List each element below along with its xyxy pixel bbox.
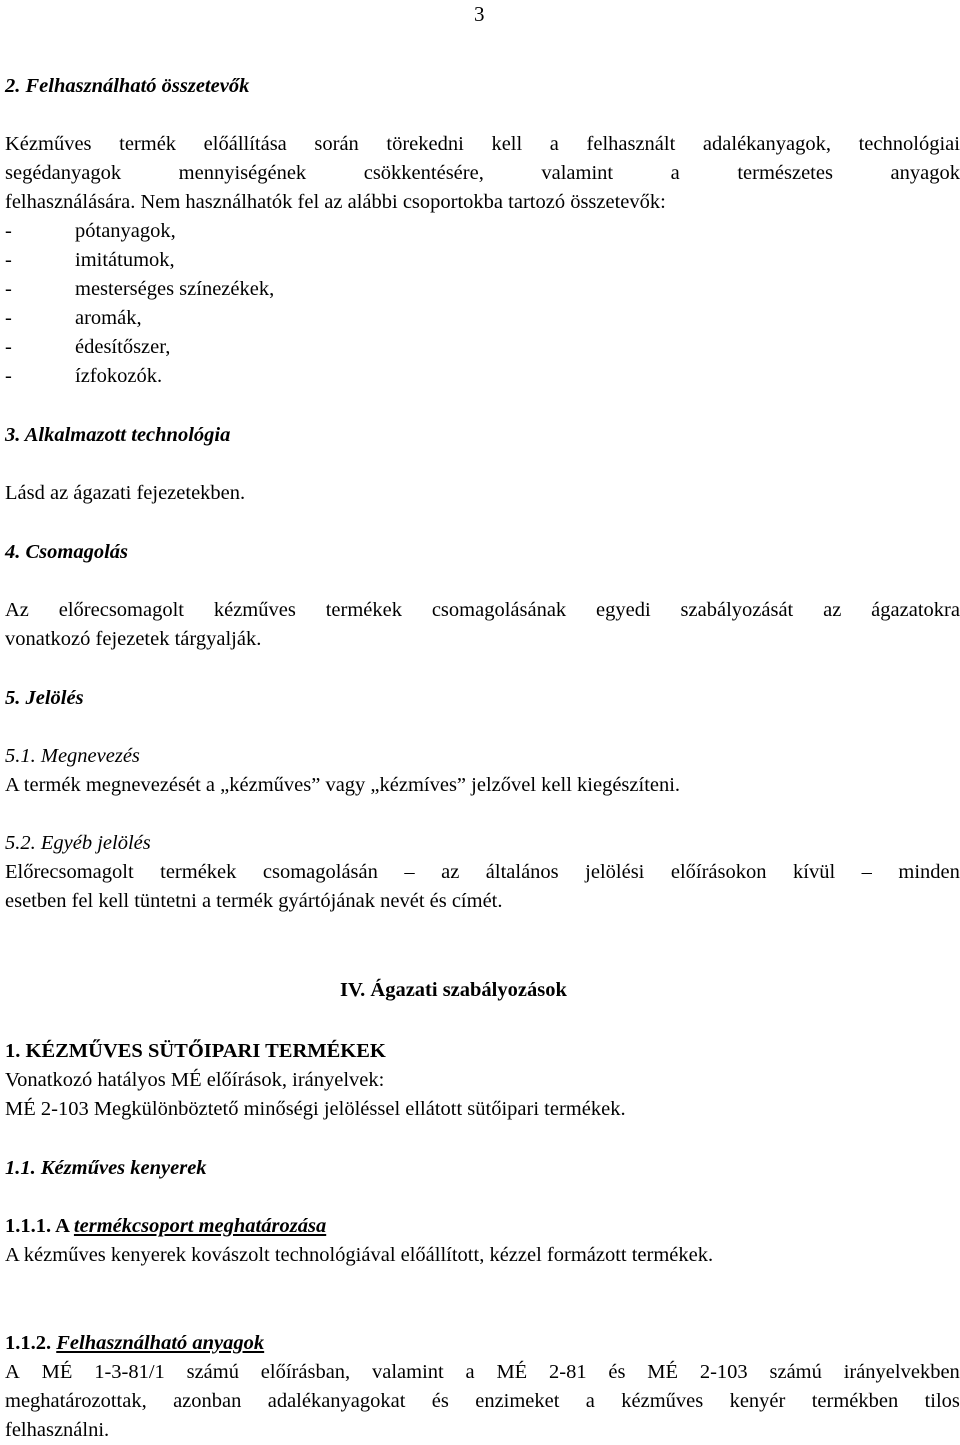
usable-materials-title: Felhasználható anyagok	[56, 1332, 265, 1354]
section-2-para-line-2: segédanyagok mennyiségének csökkentésére, valamint a természetes anyagok	[5, 162, 960, 184]
section-4-heading: 4. Csomagolás	[5, 541, 129, 563]
list-item: - ízfokozók.	[5, 365, 163, 387]
list-item-text: édesítőszer,	[75, 336, 171, 358]
list-item-text: pótanyagok,	[75, 220, 176, 242]
list-item: - pótanyagok,	[5, 220, 176, 242]
section-5-heading: 5. Jelölés	[5, 687, 84, 709]
product-group-definition-text: A kézműves kenyerek kovászolt technológiával előállított, kézzel formázott termékek.	[5, 1244, 714, 1266]
section-3-text: Lásd az ágazati fejezetekben.	[5, 482, 246, 504]
section-5-2-line-2: esetben fel kell tüntetni a termék gyártójának nevét és címét.	[5, 890, 503, 912]
list-item: - mesterséges színezékek,	[5, 278, 275, 300]
list-item: - édesítőszer,	[5, 336, 171, 358]
list-item: - aromák,	[5, 307, 142, 329]
part-4-heading: IV. Ágazati szabályozások	[340, 979, 567, 1001]
section-4-line-2: vonatkozó fejezetek tárgyalják.	[5, 628, 262, 650]
list-item-text: ízfokozók.	[75, 365, 163, 387]
section-3-heading: 3. Alkalmazott technológia	[5, 424, 231, 446]
artisan-breads-heading: 1.1. Kézműves kenyerek	[5, 1157, 207, 1179]
section-2-para-line-1: Kézműves termék előállítása során törekedni kell a felhasznált adalékanyagok, technológiai	[5, 133, 960, 155]
section-2-heading: 2. Felhasználható összetevők	[5, 75, 250, 97]
usable-materials-heading: 1.1.2. Felhasználható anyagok	[5, 1332, 265, 1354]
usable-materials-line-2: meghatározottak, azonban adalékanyagokat és enzimeket a kézműves kenyér termékben tilos	[5, 1390, 960, 1412]
list-item-text: mesterséges színezékek,	[75, 278, 275, 300]
list-item-text: imitátumok,	[75, 249, 175, 271]
section-5-1-text: A termék megnevezését a „kézműves” vagy „kézmíves” jelzővel kell kiegészíteni.	[5, 774, 681, 796]
section-4-line-1: Az előrecsomagolt kézműves termékek csomagolásának egyedi szabályozását az ágazatokra	[5, 599, 960, 621]
bakery-regulations-line-1: Vonatkozó hatályos MÉ előírások, irányelvek:	[5, 1069, 385, 1091]
list-item: - imitátumok,	[5, 249, 175, 271]
bakery-regulations-line-2: MÉ 2-103 Megkülönböztető minőségi jelöléssel ellátott sütőipari termékek.	[5, 1098, 626, 1120]
usable-materials-line-1: A MÉ 1-3-81/1 számú előírásban, valamint a MÉ 2-81 és MÉ 2-103 számú irányelvekben	[5, 1361, 960, 1383]
page-number: 3	[474, 2, 485, 26]
section-5-2-heading: 5.2. Egyéb jelölés	[5, 832, 151, 854]
list-item-text: aromák,	[75, 307, 142, 329]
section-2-para-line-3: felhasználására. Nem használhatók fel az alábbi csoportokba tartozó összetevők:	[5, 191, 666, 213]
product-group-definition-title: termékcsoport meghatározása	[73, 1215, 327, 1237]
section-5-2-line-1: Előrecsomagolt termékek csomagolásán – az általános jelölési előírásokon kívül – minden	[5, 861, 960, 883]
usable-materials-line-3: felhasználni.	[5, 1419, 110, 1441]
product-group-definition-heading: 1.1.1. A termékcsoport meghatározása	[5, 1215, 327, 1237]
section-5-1-heading: 5.1. Megnevezés	[5, 745, 140, 767]
bakery-section-heading: 1. KÉZMŰVES SÜTŐIPARI TERMÉKEK	[5, 1040, 386, 1062]
